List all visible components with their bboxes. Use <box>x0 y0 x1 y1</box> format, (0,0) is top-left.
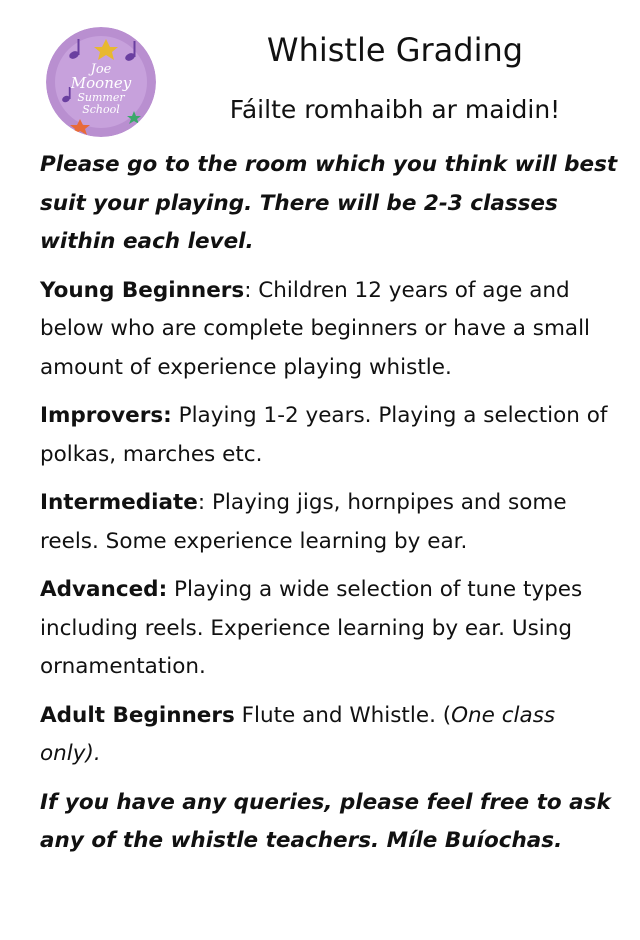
level-description: Playing jigs, hornpipes and some reels. Some experience learning by ear. <box>40 490 567 554</box>
logo-text-joe: Joe <box>90 62 112 77</box>
level-separator: : <box>197 490 212 515</box>
notice-body <box>40 146 620 871</box>
level-description: Flute and Whistle. ( <box>234 702 452 728</box>
school-logo <box>46 27 156 137</box>
level-description: Children 12 years of age and below who are complete beginners or have a small amount of experience playing whistle. <box>40 277 591 380</box>
level-label: Young Beginners <box>40 277 245 303</box>
logo-text-summer: Summer <box>77 91 125 104</box>
level-intermediate <box>40 484 620 561</box>
level-separator <box>167 577 174 602</box>
greeting: Fáilte romhaibh ar maidin! <box>229 95 561 124</box>
level-description: Playing 1-2 years. Playing a selection of polkas, marches etc. <box>40 403 608 467</box>
level-adult-beginners <box>40 697 620 774</box>
level-young-beginners <box>40 272 620 388</box>
logo-text-school: School <box>82 103 120 116</box>
level-note: One class only). <box>40 702 556 766</box>
level-label: Intermediate <box>40 490 198 515</box>
level-separator: : <box>244 277 259 303</box>
level-label: Advanced: <box>40 577 168 602</box>
level-description: Playing a wide selection of tune types including reels. Experience learning by ear. Using ornamentation. <box>40 577 583 679</box>
level-label: Improvers: <box>40 403 172 428</box>
closing-paragraph: If you have any queries, please feel free to ask any of the whistle teachers. Míle Buíochas. <box>40 789 611 853</box>
intro-paragraph: Please go to the room which you think will best suit your playing. There will be 2-3 classes within each level. <box>40 152 618 254</box>
level-separator <box>172 403 179 428</box>
level-advanced <box>40 571 620 687</box>
page-title: Whistle Grading <box>266 31 524 69</box>
logo-text-mooney: Mooney <box>70 74 132 92</box>
level-label: Adult Beginners <box>40 702 235 728</box>
level-improvers <box>40 397 620 474</box>
